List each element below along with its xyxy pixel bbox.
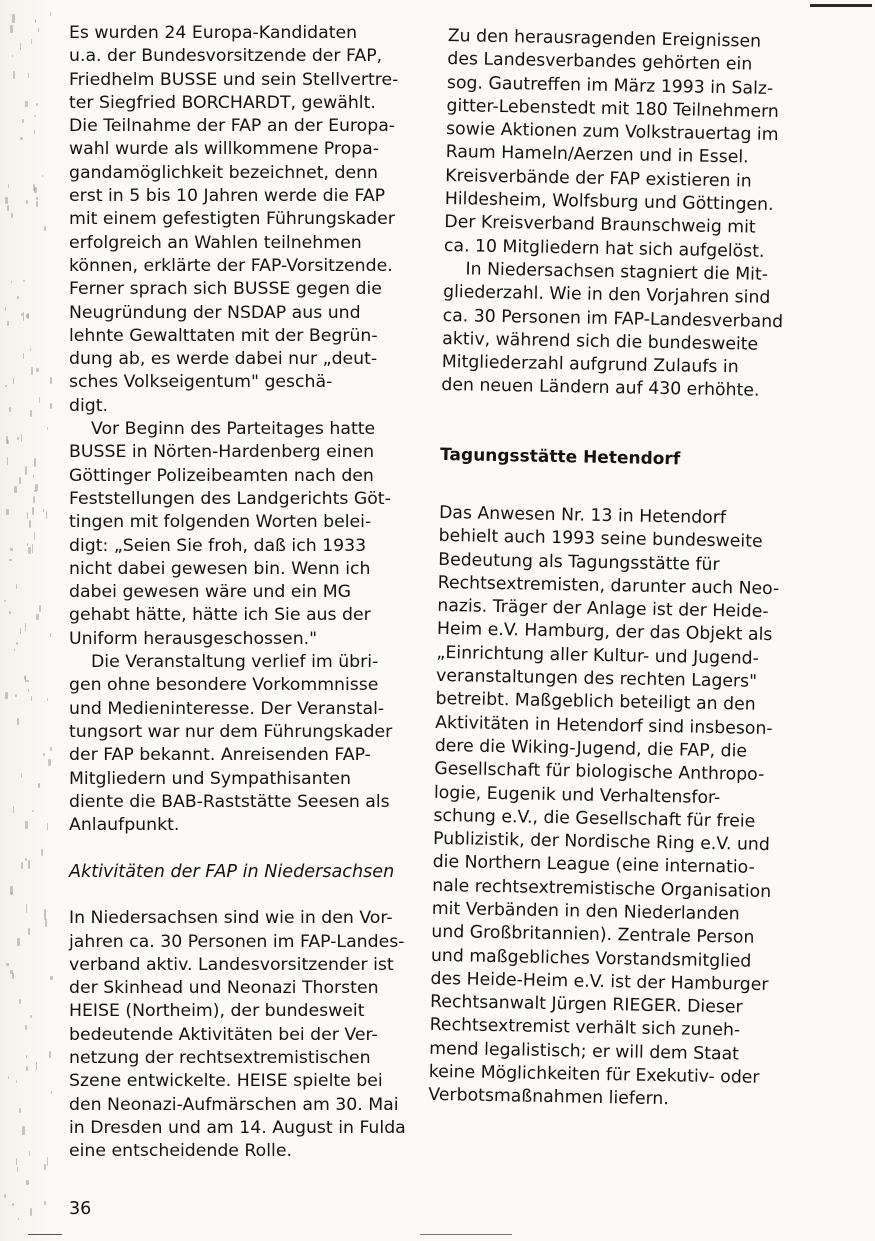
text-line: BUSSE in Nörten-Hardenberg einen: [69, 442, 375, 463]
text-line: können, erklärte der FAP-Vorsitzende.: [69, 255, 393, 276]
scan-speck: [50, 976, 53, 980]
scan-speck: [38, 783, 40, 788]
left-paragraph-3: [69, 651, 419, 837]
text-line: Rechtsextremisten, darunter auch Neo-: [437, 572, 780, 599]
text-line: in Dresden und am 14. August in Fulda: [69, 1117, 406, 1138]
scan-speck: [21, 862, 23, 870]
scan-speck: [20, 137, 22, 140]
text-line: ca. 10 Mitgliedern hat sich aufgelöst.: [443, 235, 765, 262]
scan-bottom-mark-left: [28, 1234, 62, 1235]
text-line: Ferner sprach sich BUSSE gegen die: [69, 279, 382, 300]
scan-speck: [9, 407, 10, 412]
scan-speck: [23, 312, 25, 321]
scan-speck: [7, 205, 8, 211]
text-line: Raum Hameln/Aerzen und in Essel.: [445, 142, 749, 169]
scan-speck: [31, 696, 32, 701]
text-line: der Skinhead und Neonazi Thorsten: [69, 978, 379, 999]
text-line: behielt auch 1993 seine bundesweite: [438, 526, 763, 553]
text-line: Rechtsextremist verhält sich zuneh-: [429, 1015, 741, 1041]
text-line: mit einem gefestigten Führungskader: [69, 209, 395, 230]
text-line: digt.: [69, 395, 109, 416]
scan-speck: [28, 547, 31, 554]
text-line: Publizistik, der Nordische Ring e.V. und: [432, 828, 770, 856]
scan-speck: [8, 1076, 9, 1079]
text-line: wahl wurde als willkommene Propa-: [69, 139, 379, 160]
scan-speck: [47, 698, 48, 701]
text-line: den neuen Ländern auf 430 erhöhte.: [441, 375, 760, 402]
page-number: 36: [69, 1199, 92, 1219]
scan-speck: [6, 509, 8, 516]
scan-speck: [7, 321, 9, 327]
text-line: sowie Aktionen zum Volkstrauertag im: [445, 119, 779, 146]
text-line: keine Möglichkeiten für Exekutiv- oder: [428, 1061, 760, 1088]
scan-speck: [9, 559, 12, 562]
text-line: Heim e.V. Hamburg, der das Objekt als: [436, 619, 773, 646]
text-line: sog. Gautreffen im März 1993 in Salz-: [446, 72, 774, 99]
text-line: des Landesverbandes gehörten ein: [447, 49, 753, 75]
scan-speck: [29, 520, 30, 528]
scan-speck: [44, 226, 46, 231]
text-line: Feststellungen des Landgerichts Göt-: [69, 488, 391, 509]
text-line: aktiv, während sich die bundesweite: [442, 328, 759, 355]
text-line: bedeutende Aktivitäten bei der Ver-: [69, 1024, 378, 1045]
text-line: und maßgebliches Vorstandsmitglied: [430, 945, 752, 972]
scan-speck: [50, 377, 53, 384]
scan-speck: [34, 187, 37, 193]
scan-speck: [22, 1126, 25, 1135]
text-line: eine entscheidende Rolle.: [69, 1141, 292, 1162]
scan-speck: [6, 963, 9, 966]
text-line: dung ab, es werde dabei nur „deut-: [69, 349, 378, 370]
text-line: sches Volkseigentum" geschä-: [69, 372, 333, 393]
scan-top-rule: [810, 4, 872, 7]
scan-speck: [17, 938, 20, 947]
scan-speck: [9, 611, 11, 615]
scan-speck: [26, 1180, 29, 1185]
right-paragraph-3: [428, 502, 794, 1114]
scan-speck: [13, 71, 16, 80]
section-heading-fap-niedersachsen: Aktivitäten der FAP in Niedersachsen: [69, 861, 395, 882]
text-line: Vor Beginn des Parteitages hatte: [91, 419, 376, 440]
scan-speck: [30, 410, 31, 417]
text-line: Friedhelm BUSSE und sein Stellvertre-: [69, 69, 399, 90]
scan-speck: [43, 509, 44, 513]
text-line: und Großbritannien). Zentrale Person: [431, 922, 755, 949]
text-line: Szene entwickelte. HEISE spielte bei: [69, 1071, 383, 1092]
text-line: nale rechtsextremistische Organisation: [432, 875, 772, 902]
scan-speck: [21, 773, 22, 778]
scan-speck: [14, 486, 16, 493]
scan-speck: [27, 512, 28, 519]
scan-speck: [4, 600, 6, 602]
text-line: Mitgliedern und Sympathisanten: [69, 768, 351, 789]
text-line: Neugründung der NSDAP aus und: [69, 302, 361, 323]
scan-speck: [39, 605, 41, 611]
scan-speck: [25, 466, 27, 474]
text-line: ca. 30 Personen im FAP-Landesverband: [442, 305, 784, 332]
text-line: den Neonazi-Aufmärschen am 30. Mai: [69, 1094, 399, 1115]
scan-speck: [6, 436, 8, 445]
left-paragraph-1: [69, 22, 419, 418]
scan-speck: [25, 1025, 27, 1030]
scan-speck: [5, 692, 7, 699]
text-line: Die Veranstaltung verlief im übri-: [91, 652, 379, 673]
text-line: jahren ca. 30 Personen im FAP-Landes-: [69, 931, 405, 952]
scan-speck: [5, 197, 7, 204]
text-line: erst in 5 bis 10 Jahren werde die FAP: [69, 186, 386, 207]
text-line: des Heide-Heim e.V. ist der Hamburger: [430, 968, 769, 995]
text-line: schung e.V., die Gesellschaft für freie: [433, 805, 756, 832]
scan-speck: [26, 1066, 28, 1071]
scan-speck: [39, 397, 40, 403]
scan-speck: [48, 759, 51, 766]
text-line: diente die BAB-Raststätte Seesen als: [69, 791, 390, 812]
scan-speck: [14, 649, 16, 651]
text-line: digt: „Seien Sie froh, daß ich 1933: [69, 535, 367, 556]
text-line: logie, Eugenik und Verhaltensfor-: [433, 782, 721, 808]
scan-speck: [51, 1091, 53, 1094]
text-line: Göttinger Polizeibeamten nach den: [69, 465, 374, 486]
text-line: ter Siegfried BORCHARDT, gewählt.: [69, 92, 376, 113]
scan-speck: [36, 614, 39, 621]
text-line: Kreisverbände der FAP existieren in: [445, 165, 752, 192]
text-line: Die Teilnahme der FAP an der Europa-: [69, 116, 396, 137]
scan-speck: [17, 718, 18, 725]
scan-speck: [19, 999, 21, 1005]
scan-speck: [12, 973, 14, 979]
text-line: Der Kreisverband Braunschweig mit: [444, 212, 756, 239]
scan-speck: [10, 25, 13, 33]
scan-speck: [36, 1062, 38, 1070]
text-line: Das Anwesen Nr. 13 in Hetendorf: [438, 502, 727, 529]
scan-speck: [49, 1051, 52, 1058]
text-line: HEISE (Northeim), der bundesweit: [69, 1001, 365, 1022]
text-line: Verbotsmaßnahmen liefern.: [428, 1085, 669, 1110]
scan-speck: [41, 849, 42, 856]
text-line: die Northern League (eine internatio-: [432, 852, 755, 879]
scan-speck: [25, 821, 28, 829]
text-line: gehabt hätte, hätte ich Sie aus der: [69, 605, 371, 626]
scan-speck: [26, 680, 29, 683]
scan-speck: [19, 477, 22, 484]
text-line: der FAP bekannt. Anreisenden FAP-: [69, 745, 371, 766]
text-line: tungsort war nur dem Führungskader: [69, 721, 393, 742]
text-line: dere die Wiking-Jugend, die FAP, die: [434, 735, 748, 762]
text-line: lehnte Gewalttaten mit der Begrün-: [69, 325, 378, 346]
text-line: veranstaltungen des rechten Lagers": [435, 665, 758, 692]
scan-speck: [16, 642, 18, 646]
right-column: [428, 25, 803, 1114]
scan-speck: [26, 314, 29, 318]
scan-speck: [10, 548, 13, 551]
text-line: gandamöglichkeit bezeichnet, denn: [69, 162, 379, 183]
text-line: Hildesheim, Wolfsburg und Göttingen.: [444, 189, 774, 216]
text-line: Anlaufpunkt.: [69, 815, 180, 836]
text-line: erfolgreich an Wahlen teilnehmen: [69, 232, 362, 253]
scan-speck: [36, 368, 39, 372]
scan-speck: [32, 507, 34, 515]
text-line: und Medieninteresse. Der Veranstal-: [69, 698, 385, 719]
scan-speck: [34, 130, 35, 134]
scan-speck: [19, 1108, 21, 1113]
text-line: Uniform herausgeschossen.": [69, 628, 318, 649]
text-line: Gesellschaft für biologische Anthropo-: [434, 759, 765, 786]
right-paragraph-1: [444, 25, 803, 264]
scan-speck: [44, 1201, 47, 1205]
scan-speck: [38, 28, 39, 32]
scan-speck: [44, 1164, 46, 1170]
text-line: tingen mit folgenden Worten belei-: [69, 512, 372, 533]
text-line: Mitgliederzahl aufgrund Zulaufs in: [441, 352, 739, 378]
text-line: verband aktiv. Landesvorsitzender ist: [69, 954, 394, 975]
text-line: Aktivitäten in Hetendorf sind insbeson-: [435, 712, 773, 739]
text-line: nicht dabei gewesen bin. Wenn ich: [69, 558, 371, 579]
scan-speck: [36, 103, 38, 107]
scan-speck: [34, 458, 36, 467]
left-column: [69, 22, 419, 1164]
scan-speck: [45, 919, 47, 927]
scan-speck: [43, 753, 45, 755]
scan-speck: [10, 886, 12, 895]
scan-speck: [17, 437, 19, 440]
text-line: gitter-Lebenstedt mit 180 Teilnehmern: [446, 95, 779, 122]
scan-speck: [36, 197, 38, 200]
left-paragraph-4: [69, 907, 419, 1163]
scan-speck: [26, 200, 28, 204]
text-line: betreibt. Maßgeblich beteiligt an den: [435, 689, 756, 716]
scan-speck: [50, 403, 52, 409]
text-line: In Niedersachsen sind wie in den Vor-: [69, 908, 393, 929]
scan-speck: [31, 39, 33, 44]
text-line: In Niedersachsen stagniert die Mit-: [465, 259, 769, 285]
left-paragraph-2: [69, 418, 419, 651]
scan-speck: [12, 14, 15, 23]
text-line: Bedeutung als Tagungsstätte für: [438, 549, 720, 575]
text-line: u.a. der Bundesvorsitzende der FAP,: [69, 46, 383, 67]
scan-speck: [20, 43, 21, 50]
scan-speck: [28, 689, 29, 693]
scan-speck: [5, 307, 6, 311]
scan-speck: [50, 747, 52, 751]
scan-bottom-mark-right: [420, 1234, 512, 1235]
scan-speck: [50, 12, 52, 16]
text-line: nazis. Träger der Anlage ist der Heide-: [437, 596, 769, 623]
right-paragraph-2: [441, 258, 799, 404]
scan-speck: [25, 101, 28, 107]
scan-speck: [16, 1158, 18, 1165]
text-line: netzung der rechtsextremistischen: [69, 1048, 371, 1069]
text-line: mit Verbänden in den Niederlanden: [431, 898, 740, 925]
text-line: mend legalistisch; er will dem Staat: [429, 1038, 740, 1065]
text-line: gliederzahl. Wie in den Vorjahren sind: [442, 282, 771, 309]
scan-speck: [25, 858, 28, 861]
scan-speck: [13, 378, 14, 384]
scan-speck: [11, 213, 13, 218]
text-line: Rechtsanwalt Jürgen RIEGER. Dieser: [429, 992, 743, 1018]
text-line: dabei gewesen wäre und ein MG: [69, 582, 352, 603]
scan-speck: [23, 353, 24, 358]
text-line: „Einrichtung aller Kultur- und Jugend-: [436, 642, 760, 669]
text-line: Es wurden 24 Europa-Kandidaten: [69, 23, 358, 43]
section-heading-hetendorf: Tagungsstätte Hetendorf: [439, 445, 681, 470]
text-line: gen ohne besondere Vorkommnisse: [69, 675, 379, 696]
scan-speck: [21, 434, 22, 443]
scan-speck: [20, 628, 21, 634]
text-line: Zu den herausragenden Ereignissen: [447, 25, 762, 52]
scan-speck: [17, 1167, 18, 1172]
